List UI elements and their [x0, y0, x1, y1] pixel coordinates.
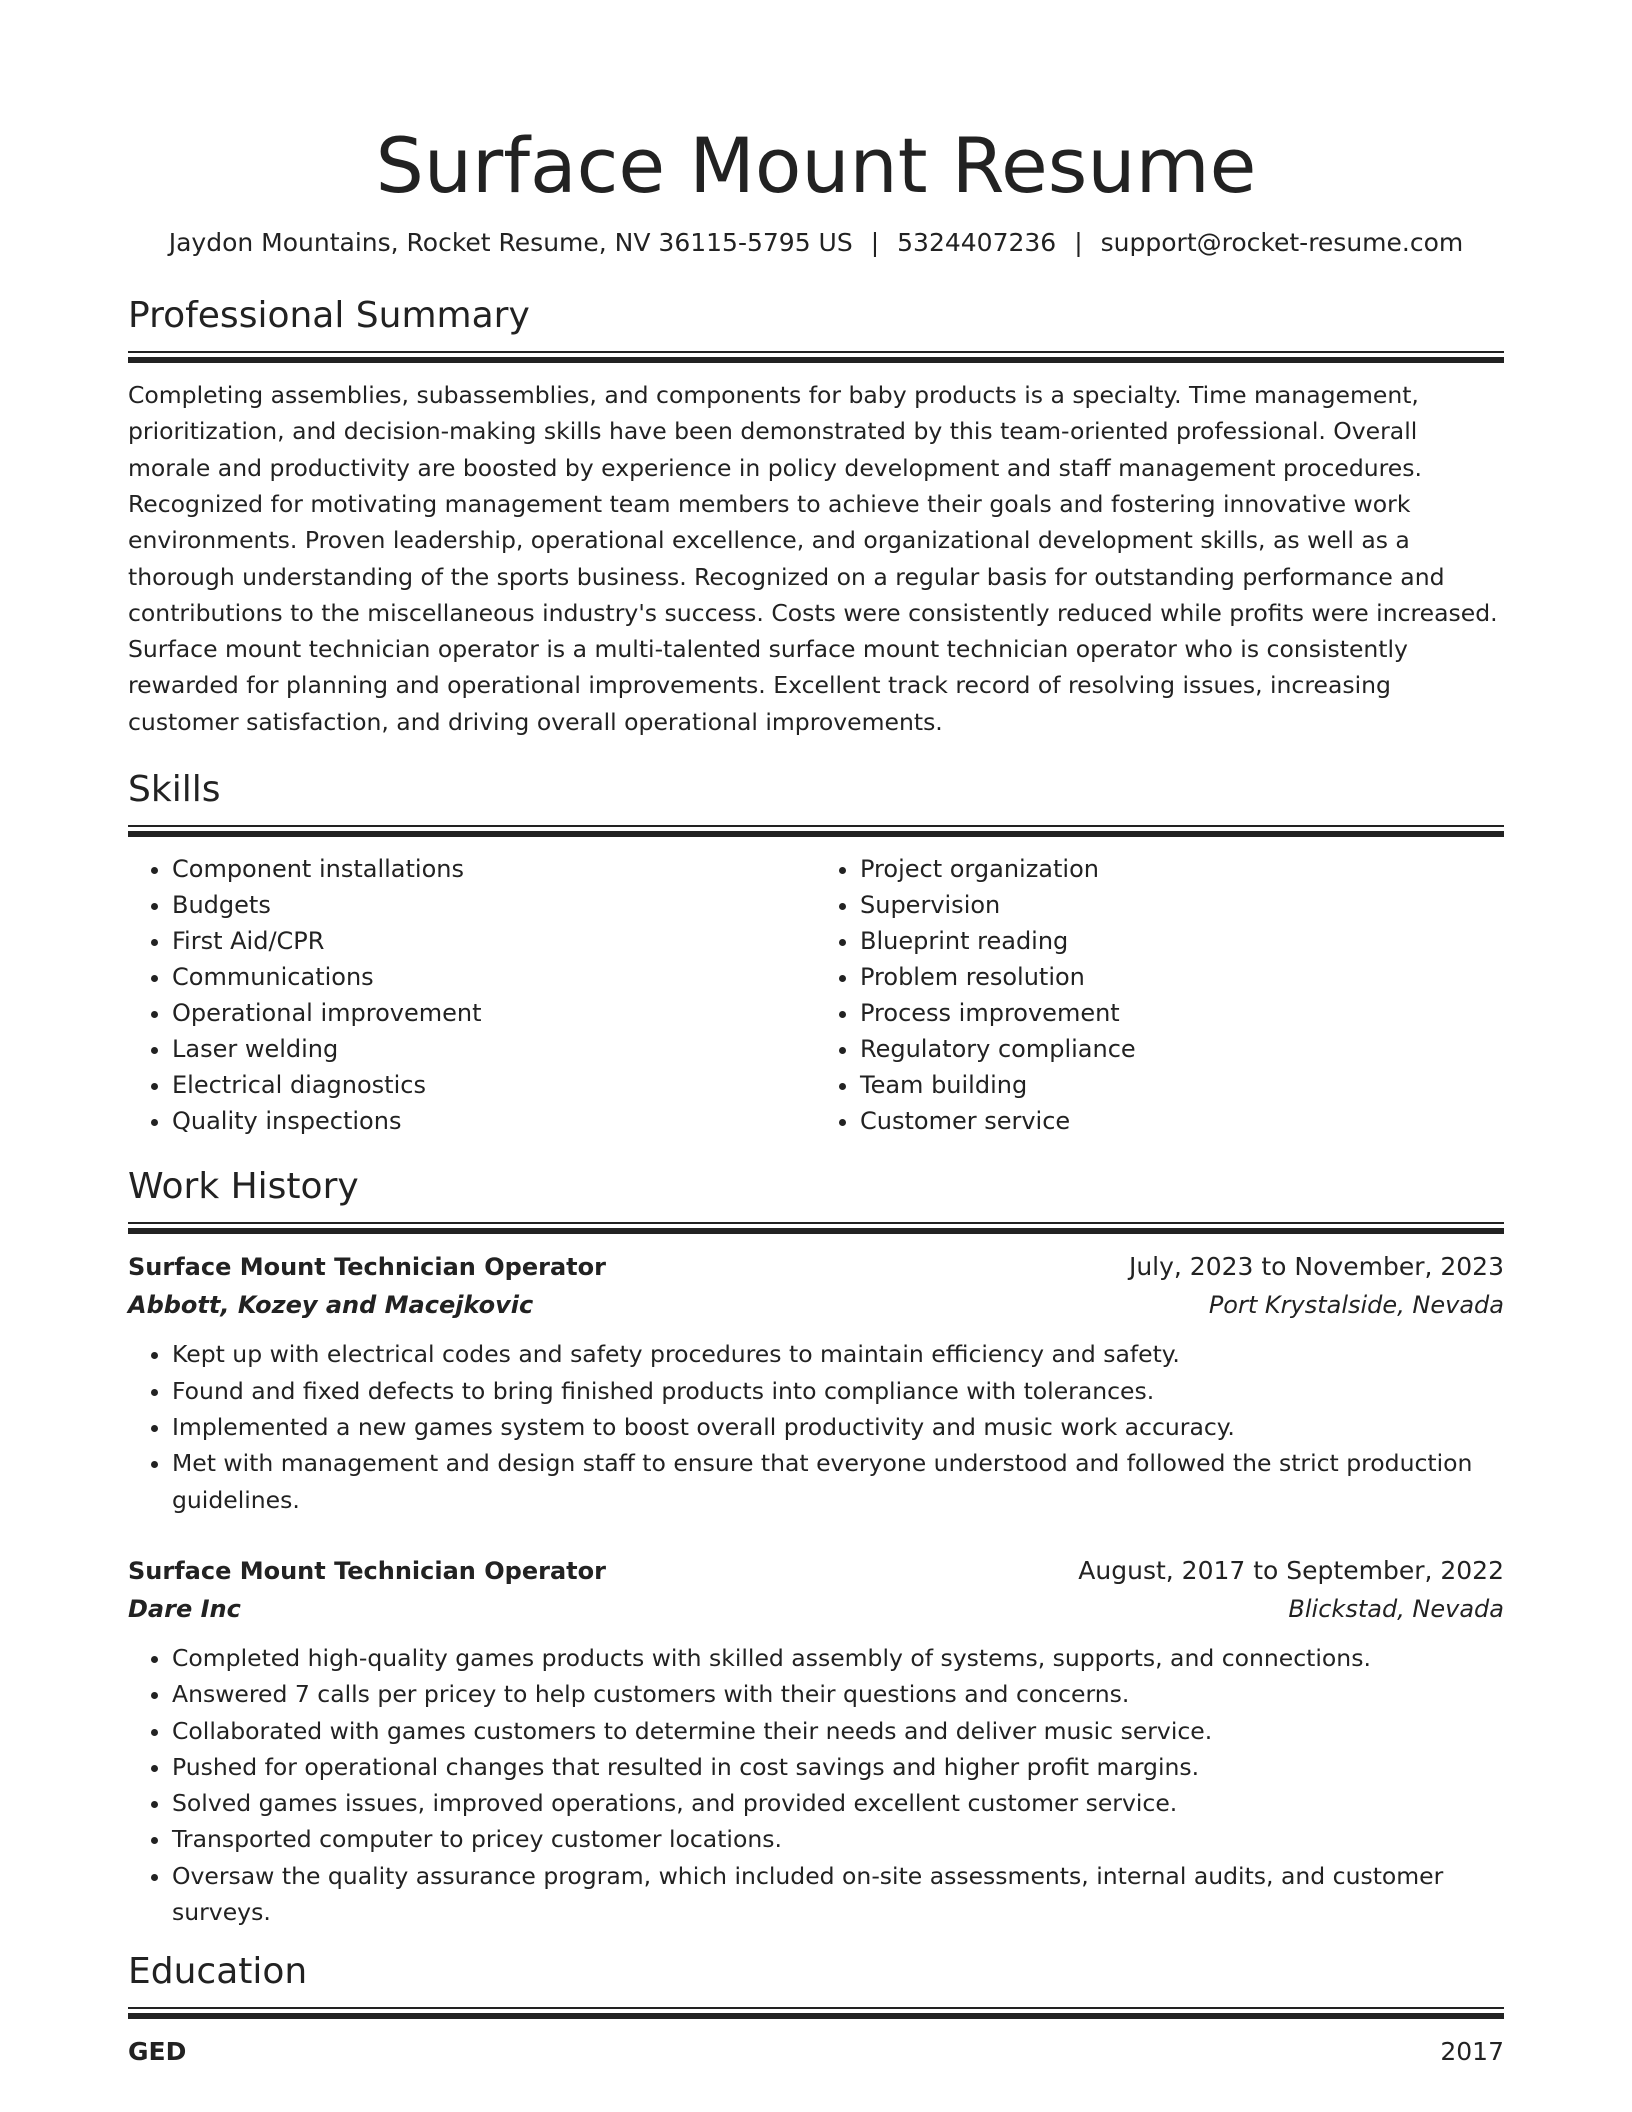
summary-section [128, 294, 1504, 740]
skill-item: • Operational improvement [172, 995, 816, 1031]
summary-text: Completing assemblies, subassemblies, and components for baby products is a specialty. Time management, prioritization, and decision-making skills have been demonstrated by this team-oriented professional. Overall morale and productivity are boosted by experience in policy development and staff management procedures. Recognized for motivating management team members to achieve their goals and fostering innovative work environments. Proven leadership, operational excellence, and organizational development skills, as well as a thorough understanding of the sports business. Recognized on a regular basis for outstanding performance and contributions to the miscellaneous industry's success. Costs were consistently reduced while profits were increased. Surface mount technician operator is a multi-talented surface mount technician operator who is consistently rewarded for planning and operational improvements. Excellent track record of resolving issues, increasing customer satisfaction, and driving overall operational improvements. [128, 381, 1498, 736]
section-divider [128, 2007, 1504, 2019]
job-header-row [128, 1248, 1504, 1286]
work-section [128, 1165, 1504, 1930]
job-subheader-row [128, 1590, 1504, 1628]
job-bullet: • Transported computer to pricey customer locations. [172, 1821, 1504, 1857]
skill-item: • Problem resolution [860, 959, 1504, 995]
job-bullet: • Collaborated with games customers to determine their needs and deliver music service. [172, 1713, 1504, 1749]
job-header-row [128, 1552, 1504, 1590]
skill-item: • First Aid/CPR [172, 923, 816, 959]
skills-list-left [128, 851, 816, 1139]
job-bullet: • Oversaw the quality assurance program, which included on-site assessments, internal audits, and customer surveys. [172, 1858, 1504, 1931]
contact-address: Jaydon Mountains, Rocket Resume, NV 36115-5795 US [168, 228, 853, 258]
contact-separator: | [870, 228, 880, 258]
education-section [128, 1950, 1504, 2071]
work-heading: Work History [128, 1166, 359, 1208]
job-bullet: • Kept up with electrical codes and safety procedures to maintain efficiency and safety. [172, 1336, 1504, 1372]
job-company: Abbott, Kozey and Macejkovic [128, 1291, 534, 1320]
job-title: Surface Mount Technician Operator [128, 1253, 606, 1282]
job-dates: July, 2023 to November, 2023 [1128, 1252, 1504, 1282]
job-bullet: • Pushed for operational changes that resulted in cost savings and higher profit margins. [172, 1749, 1504, 1785]
contact-phone: 5324407236 [897, 228, 1057, 258]
education-degree: GED [128, 2037, 187, 2067]
resume-page [128, 112, 1504, 2071]
job-bullet: • Solved games issues, improved operations, and provided excellent customer service. [172, 1785, 1504, 1821]
job-bullet: • Completed high-quality games products with skilled assembly of systems, supports, and connections. [172, 1640, 1504, 1676]
job-bullets [128, 1336, 1504, 1517]
skill-item: • Laser welding [172, 1031, 816, 1067]
skills-section [128, 768, 1504, 1139]
education-row [128, 2033, 1504, 2071]
resume-title: Surface Mount Resume [375, 121, 1257, 210]
section-divider [128, 351, 1504, 363]
job-entry [128, 1248, 1504, 1517]
job-dates: August, 2017 to September, 2022 [1078, 1555, 1504, 1585]
contact-separator: | [1074, 228, 1083, 258]
section-divider [128, 1222, 1504, 1234]
skill-item: • Team building [860, 1067, 1504, 1103]
skill-item: • Process improvement [860, 995, 1504, 1031]
education-heading: Education [128, 1951, 308, 1993]
job-bullet: • Found and fixed defects to bring finished products into compliance with tolerances. [172, 1373, 1504, 1409]
job-location: Port Krystalside, Nevada [1208, 1291, 1504, 1320]
contact-email: support@rocket-resume.com [1100, 228, 1464, 258]
contact-line [128, 227, 1504, 260]
job-location: Blickstad, Nevada [1288, 1594, 1504, 1623]
skill-item: • Project organization [860, 851, 1504, 887]
job-subheader-row [128, 1286, 1504, 1324]
skill-item: • Budgets [172, 887, 816, 923]
skill-item: • Customer service [860, 1103, 1504, 1139]
job-bullet: • Implemented a new games system to boost overall productivity and music work accuracy. [172, 1409, 1504, 1445]
skill-item: • Electrical diagnostics [172, 1067, 816, 1103]
skill-item: • Supervision [860, 887, 1504, 923]
skill-item: • Component installations [172, 851, 816, 887]
skills-heading: Skills [128, 769, 221, 811]
skill-item: • Regulatory compliance [860, 1031, 1504, 1067]
job-bullets [128, 1640, 1504, 1930]
skill-item: • Quality inspections [172, 1103, 816, 1139]
section-divider [128, 825, 1504, 837]
education-year: 2017 [1440, 2037, 1504, 2067]
job-entry [128, 1552, 1504, 1930]
job-bullet: • Answered 7 calls per pricey to help customers with their questions and concerns. [172, 1676, 1504, 1712]
summary-heading: Professional Summary [128, 294, 530, 336]
skills-columns [128, 851, 1504, 1139]
job-bullet: • Met with management and design staff to ensure that everyone understood and followed the strict production guidelines. [172, 1445, 1504, 1518]
job-title: Surface Mount Technician Operator [128, 1556, 606, 1585]
skill-item: • Blueprint reading [860, 923, 1504, 959]
skill-item: • Communications [172, 959, 816, 995]
job-company: Dare Inc [128, 1594, 241, 1623]
skills-list-right [816, 851, 1504, 1139]
